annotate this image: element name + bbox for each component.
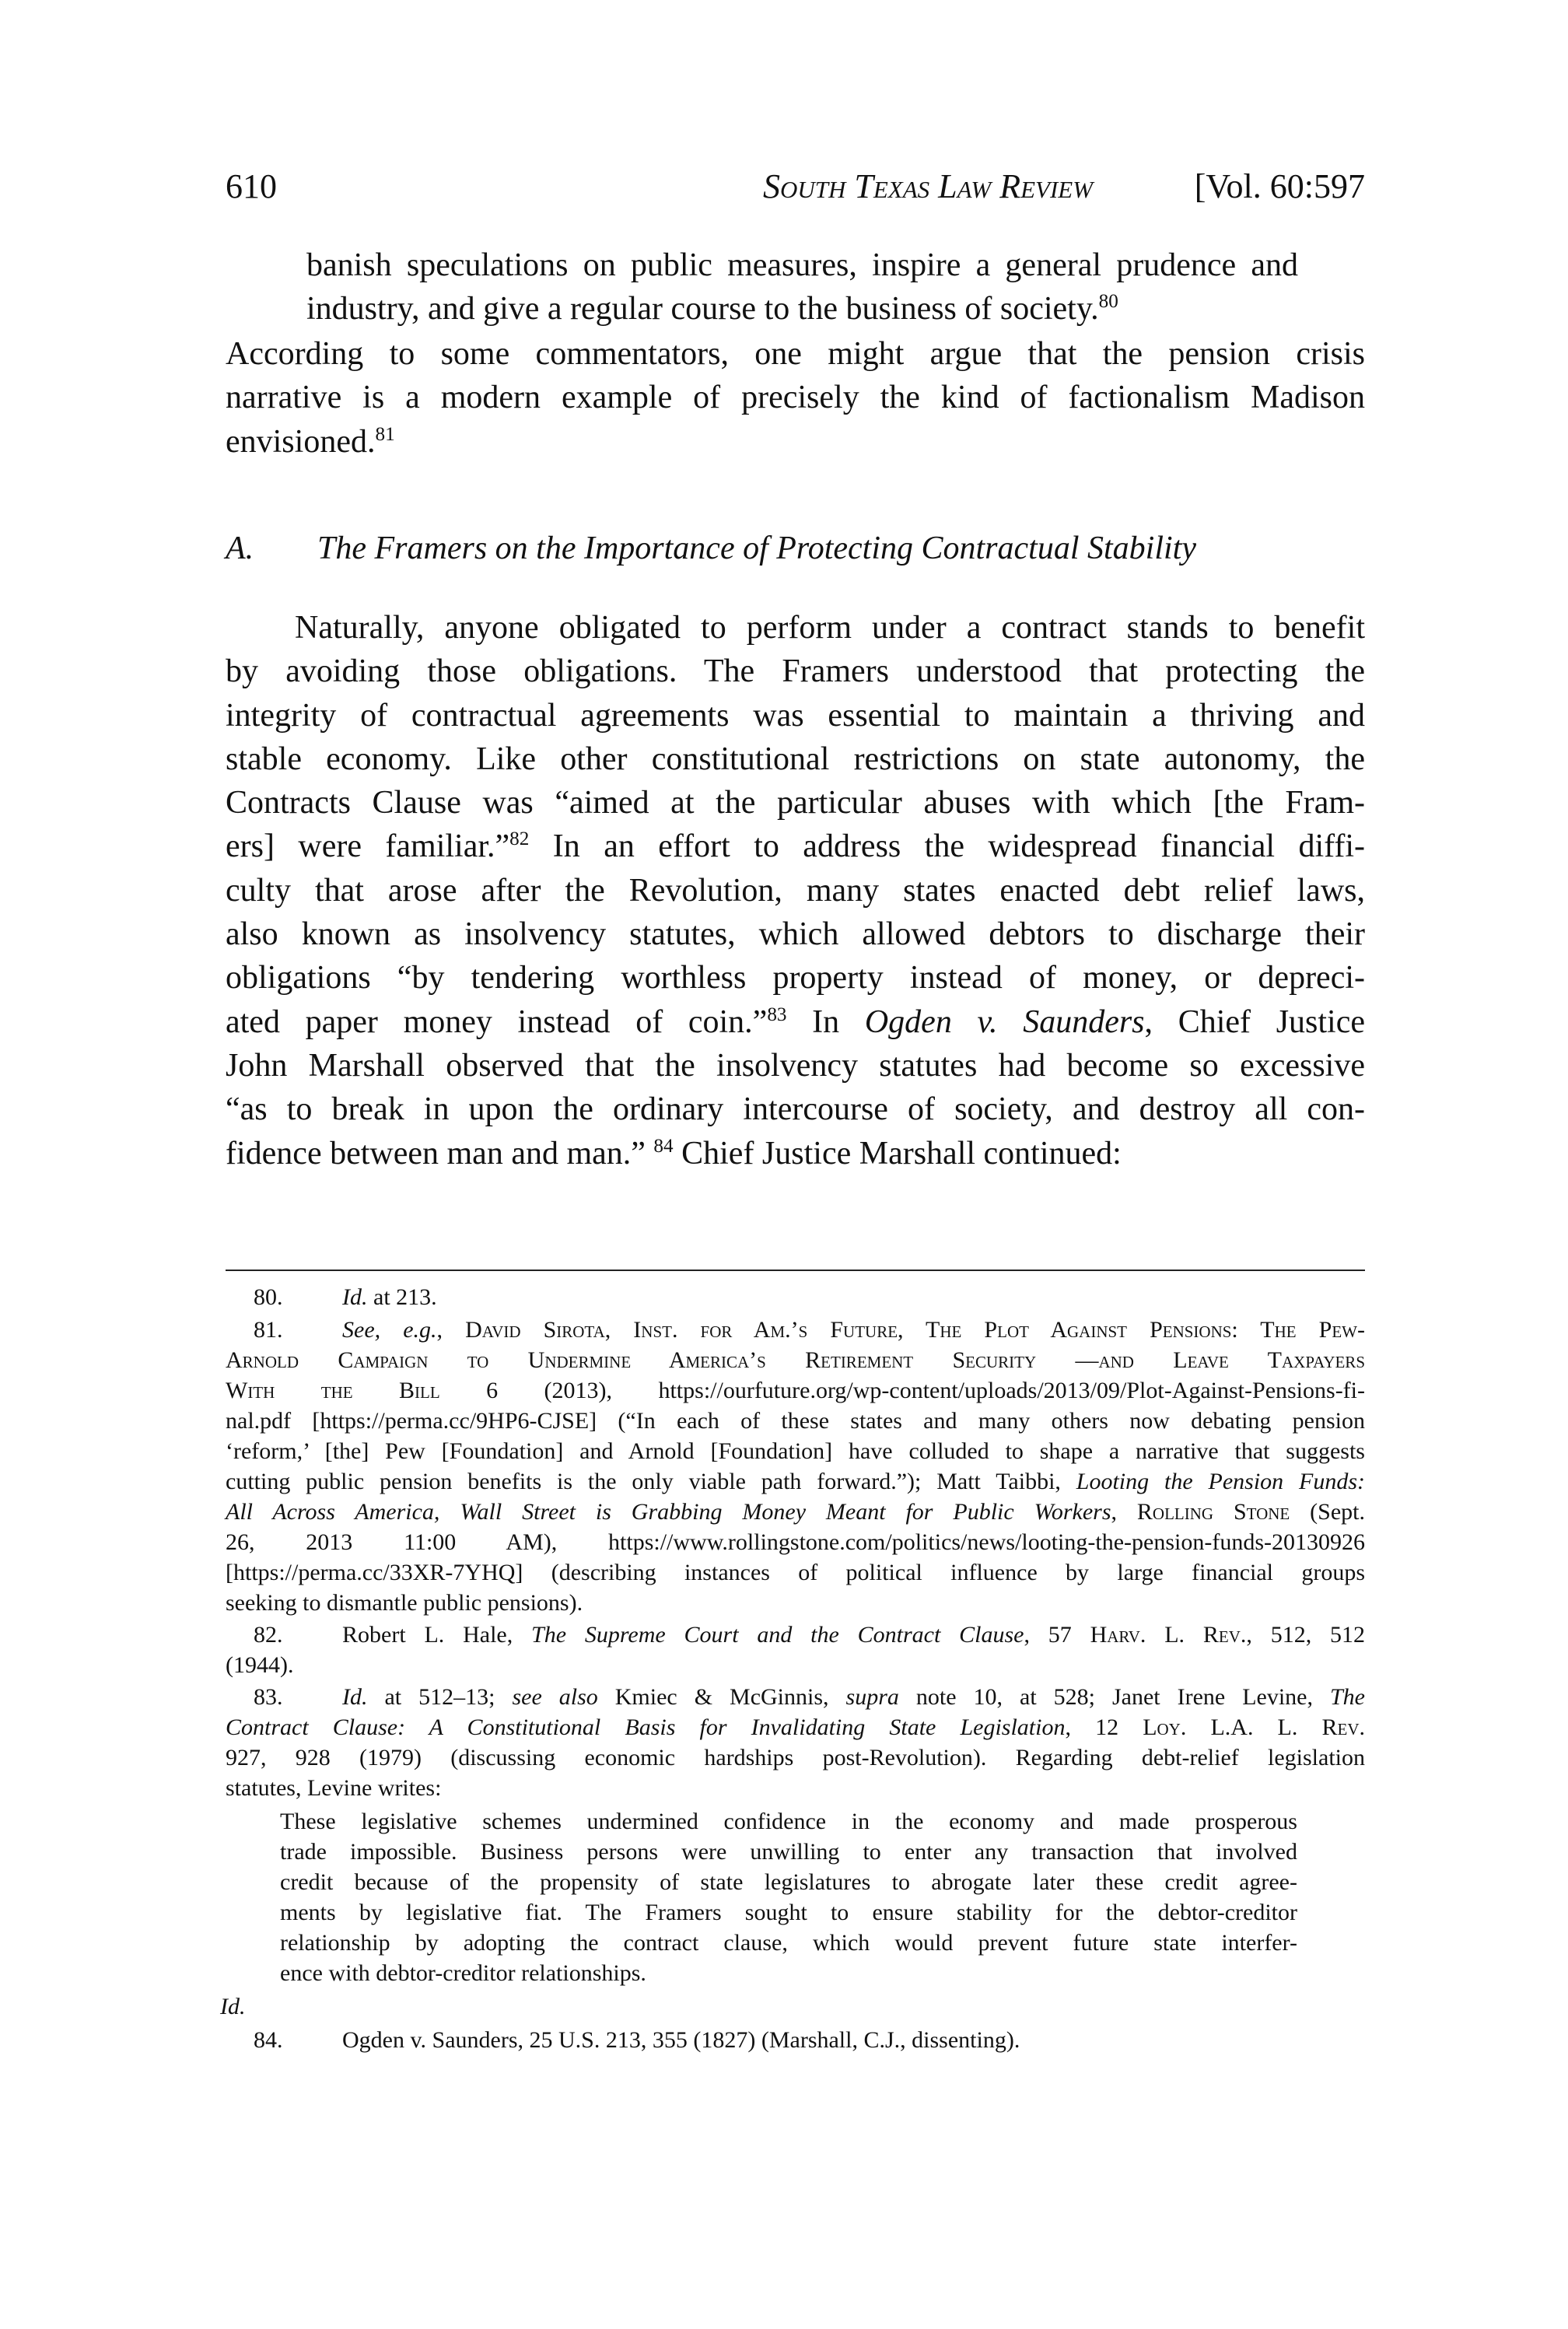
text-line	[226, 420, 1365, 464]
text-line	[280, 1958, 1297, 1988]
text-line	[226, 956, 1365, 1000]
text-span: Arnold Campaign to Undermine America’s Retirement Security —and Leave Taxpayers	[226, 1347, 1365, 1373]
text-line	[254, 2025, 1020, 2055]
text-line	[226, 1436, 1365, 1466]
text-span: Loy. L.A. L. Rev.	[1143, 1714, 1365, 1740]
footnote-number: 83.	[254, 1684, 283, 1710]
text-line	[226, 606, 1365, 650]
text-span: Ogden v. Saunders, 25 U.S. 213, 355 (1827) (Marshall, C.J., dissenting).	[342, 2027, 1020, 2053]
text-line	[226, 1087, 1365, 1131]
text-line	[226, 1588, 1365, 1618]
text-span: (Sept.	[1290, 1499, 1365, 1525]
text-span: see also	[512, 1684, 598, 1710]
text-span: John Marshall observed that the insolvency statutes had become so excessive	[226, 1047, 1365, 1084]
text-span: 26, 2013 11:00 AM), https://www.rollingstone.com/politics/news/looting-the-pension-funds-20130926	[226, 1529, 1365, 1555]
text-line	[226, 1557, 1365, 1588]
volume-label: [Vol. 60:597	[1194, 167, 1365, 205]
text-line	[226, 376, 1365, 419]
text-line	[280, 1806, 1297, 1837]
text-span: fidence between man and man.”	[226, 1135, 654, 1172]
text-span: The	[1329, 1684, 1365, 1710]
footnote-ref: 83	[767, 1003, 787, 1025]
text-span: According to some commentators, one might argue that the pension crisis	[226, 336, 1365, 372]
text-span: Harv. L. Rev.	[1090, 1622, 1247, 1648]
text-span: industry, and give a regular course to the business of society.	[306, 291, 1099, 327]
text-span: Id.	[220, 1994, 246, 2019]
paragraph	[226, 332, 1365, 464]
footnote-83-id	[220, 1991, 246, 2022]
text-span: supra	[845, 1684, 899, 1710]
text-line	[226, 825, 1365, 868]
text-span: Id.	[342, 1684, 368, 1710]
footnote-number: 82.	[254, 1622, 283, 1648]
text-span: narrative is a modern example of precisely the kind of factionalism Madison	[226, 380, 1365, 416]
text-line	[226, 1406, 1365, 1436]
text-line	[306, 243, 1298, 287]
text-span: Id.	[342, 1284, 368, 1310]
text-span: ence with debtor-creditor relationships.	[280, 1960, 646, 1986]
text-span: Naturally, anyone obligated to perform under a contract stands to benefit	[295, 610, 1365, 646]
text-line	[254, 1282, 437, 1312]
text-span: 6 (2013), https://ourfuture.org/wp-content/uploads/2013/09/Plot-Against-Pensions-fi-	[439, 1378, 1365, 1403]
paragraph	[226, 606, 1365, 1175]
text-span: Chief Justice Marshall continued:	[673, 1135, 1122, 1172]
text-span: seeking to dismantle public pensions).	[226, 1590, 583, 1616]
text-span: 927, 928 (1979) (discussing economic hardships post-Revolution). Regarding debt-relief legislation	[226, 1745, 1365, 1770]
text-span: Ogden v. Saunders	[864, 1003, 1145, 1040]
text-span: Rolling Stone	[1136, 1499, 1290, 1525]
text-span: (1944).	[226, 1652, 294, 1678]
text-span: ers] were familiar.”	[226, 828, 510, 865]
text-span: at 213.	[367, 1284, 437, 1310]
text-line	[226, 1650, 1365, 1680]
text-span: In an effort to address the widespread financial diffi-	[529, 828, 1365, 865]
text-line	[226, 1620, 1365, 1650]
footnote-83-quote	[280, 1806, 1297, 1988]
footnote-83	[226, 1682, 1365, 1803]
footnote-number: 81.	[254, 1317, 283, 1343]
text-line	[280, 1928, 1297, 1958]
text-span: ,	[436, 1317, 466, 1343]
text-line	[226, 1527, 1365, 1557]
text-line	[226, 650, 1365, 693]
text-line	[220, 1991, 246, 2022]
footnote-80	[254, 1282, 437, 1312]
text-span: at 512–13;	[367, 1684, 513, 1710]
text-span: Contracts Clause was “aimed at the particular abuses with which [the Fram-	[226, 785, 1365, 821]
text-span: , 512, 512	[1246, 1622, 1365, 1648]
journal-title: South Texas Law Review	[762, 167, 1094, 205]
footnote-number: 84.	[254, 2027, 283, 2053]
text-line	[280, 1867, 1297, 1897]
text-span: [https://perma.cc/33XR-7YHQ] (describing instances of political influence by large financial groups	[226, 1560, 1365, 1585]
text-span: banish speculations on public measures, inspire a general prudence and	[306, 247, 1298, 283]
text-span: The Supreme Court and the Contract Clause	[531, 1622, 1024, 1648]
footnote-ref: 82	[509, 828, 530, 850]
text-span: trade impossible. Business persons were unwilling to enter any transaction that involved	[280, 1839, 1297, 1865]
text-span: , Chief Justice	[1144, 1003, 1366, 1040]
text-span: These legislative schemes undermined confidence in the economy and made prosperous	[280, 1809, 1297, 1834]
text-line	[226, 1000, 1365, 1044]
text-line	[226, 912, 1365, 956]
text-line	[226, 1375, 1365, 1406]
text-span: ‘reform,’ [the] Pew [Foundation] and Arnold [Foundation] have colluded to shape a narrative that suggests	[226, 1438, 1365, 1464]
text-line	[226, 1345, 1365, 1375]
text-span: ,	[1111, 1499, 1137, 1525]
text-line	[226, 1712, 1365, 1742]
text-line	[226, 737, 1365, 781]
text-span: stable economy. Like other constitutional restrictions on state autonomy, the	[226, 741, 1365, 777]
footnote-ref: 84	[653, 1135, 674, 1157]
text-line	[226, 694, 1365, 737]
text-span: ated paper money instead of coin.”	[226, 1003, 768, 1040]
section-letter: A.	[226, 531, 254, 566]
footnote-ref: 81	[375, 423, 395, 445]
text-span: Contract Clause: A Constitutional Basis for Invalidating State Legislation	[226, 1714, 1066, 1740]
text-line	[226, 1773, 1365, 1803]
text-line	[226, 1044, 1365, 1087]
page-number: 610	[226, 167, 277, 205]
section-heading: The Framers on the Importance of Protecting Contractual Stability	[317, 531, 1196, 566]
text-line	[226, 781, 1365, 825]
text-span: by avoiding those obligations. The Framers understood that protecting the	[226, 653, 1365, 690]
text-span: Kmiec & McGinnis,	[597, 1684, 846, 1710]
text-line	[226, 869, 1365, 912]
text-span: credit because of the propensity of state legislatures to abrogate later these credit agree-	[280, 1869, 1297, 1895]
text-span: note 10, at 528; Janet Irene Levine,	[898, 1684, 1330, 1710]
text-span: obligations “by tendering worthless property instead of money, or depreci-	[226, 960, 1365, 996]
text-span: , 12	[1065, 1714, 1143, 1740]
text-line	[226, 1132, 1365, 1175]
text-span: Looting the Pension Funds:	[1076, 1469, 1366, 1494]
text-span: integrity of contractual agreements was essential to maintain a thriving and	[226, 697, 1365, 734]
text-span: ments by legislative fiat. The Framers sought to ensure stability for the debtor-creditor	[280, 1900, 1297, 1925]
text-span: In	[786, 1003, 865, 1040]
text-line	[226, 1497, 1365, 1527]
text-span: nal.pdf [https://perma.cc/9HP6-CJSE] (“In each of these states and many others now debating pension	[226, 1408, 1365, 1434]
text-span: See, e.g.	[342, 1317, 437, 1343]
text-line	[226, 1682, 1365, 1712]
text-line	[306, 287, 1298, 331]
footnote-number: 80.	[254, 1284, 283, 1310]
footnote-81	[226, 1315, 1365, 1618]
text-span: Robert L. Hale,	[342, 1622, 532, 1648]
text-span: With the Bill	[226, 1378, 440, 1403]
text-span: cutting public pension benefits is the only viable path forward.”); Matt Taibbi,	[226, 1469, 1076, 1494]
footnote-divider	[226, 1270, 1365, 1271]
block-quote	[306, 243, 1298, 331]
text-span: culty that arose after the Revolution, many states enacted debt relief laws,	[226, 872, 1365, 909]
text-span: statutes, Levine writes:	[226, 1775, 442, 1801]
text-line	[226, 1466, 1365, 1497]
footnote-82	[226, 1620, 1365, 1680]
text-line	[280, 1837, 1297, 1867]
text-span: relationship by adopting the contract clause, which would prevent future state interfer-	[280, 1930, 1297, 1956]
text-span: , 57	[1024, 1622, 1090, 1648]
footnote-84	[254, 2025, 1020, 2055]
text-line	[226, 1742, 1365, 1773]
footnote-ref: 80	[1098, 291, 1118, 313]
text-line	[226, 1315, 1365, 1345]
text-line	[226, 332, 1365, 376]
text-span: All Across America, Wall Street is Grabbing Money Meant for Public Workers	[226, 1499, 1111, 1525]
text-span: David Sirota, Inst. for Am.’s Future, The Plot Against Pensions: The Pew-	[465, 1317, 1365, 1343]
text-span: “as to break in upon the ordinary intercourse of society, and destroy all con-	[226, 1091, 1365, 1128]
text-span: envisioned.	[226, 423, 376, 460]
text-line	[280, 1897, 1297, 1928]
text-span: also known as insolvency statutes, which allowed debtors to discharge their	[226, 916, 1365, 953]
